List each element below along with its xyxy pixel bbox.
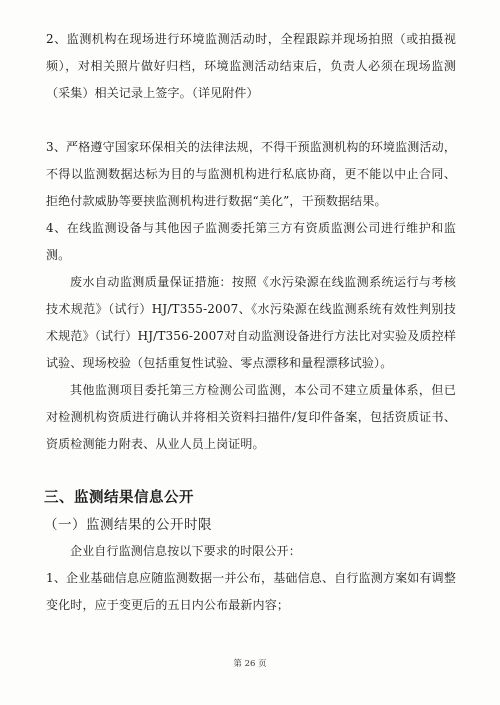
paragraph-other-monitoring: 其他监测项目委托第三方检测公司监测，本公司不建立质量体系，但已对检测机构资质进行确认并将相关资料扫描件/复印件备案，包括资质证书、资质检测能力附表、从业人员上岗证明。 bbox=[46, 383, 456, 451]
paragraph-item-2: 2、监测机构在现场进行环境监测活动时，全程跟踪并现场拍照（或拍摄视频），对相关照片做好归档，环境监测活动结束后，负责人必须在现场监测（采集）相关记录上签字。（详见附件） bbox=[46, 32, 456, 100]
paragraph-disclosure-intro: 企业自行监测信息按以下要求的时限公开： bbox=[70, 544, 301, 558]
paragraph-wastewater-qa: 废水自动监测质量保证措施：按照《水污染源在线监测系统运行与考核技术规范》（试行）HJ/T355-2007、《水污染源在线监测系统有效性判别技术规范》（试行）HJ/T356-2007对自动监测设备进行方法比对实验及质控样试验、现场校验（包括重复性试验、零点漂移和量程漂移试验）。 bbox=[46, 275, 456, 370]
section-heading: 三、监测结果信息公开 bbox=[44, 490, 194, 506]
page-number: 第 26 页 bbox=[233, 659, 267, 669]
paragraph-disclosure-item-1: 1、企业基础信息应随监测数据一并公布，基础信息、自行监测方案如有调整变化时，应于变更后的五日内公布最新内容； bbox=[46, 571, 456, 612]
paragraph-item-3: 3、严格遵守国家环保相关的法律法规，不得干预监测机构的环境监测活动，不得以监测数据达标为目的与监测机构进行私底协商，更不能以中止合同、拒绝付款威胁等要挟监测机构进行数据“美化”，干预数据结果。 bbox=[46, 140, 456, 208]
paragraph-item-4: 4、在线监测设备与其他因子监测委托第三方有资质监测公司进行维护和监测。 bbox=[46, 221, 456, 262]
subsection-heading: （一）监测结果的公开时限 bbox=[44, 517, 212, 533]
